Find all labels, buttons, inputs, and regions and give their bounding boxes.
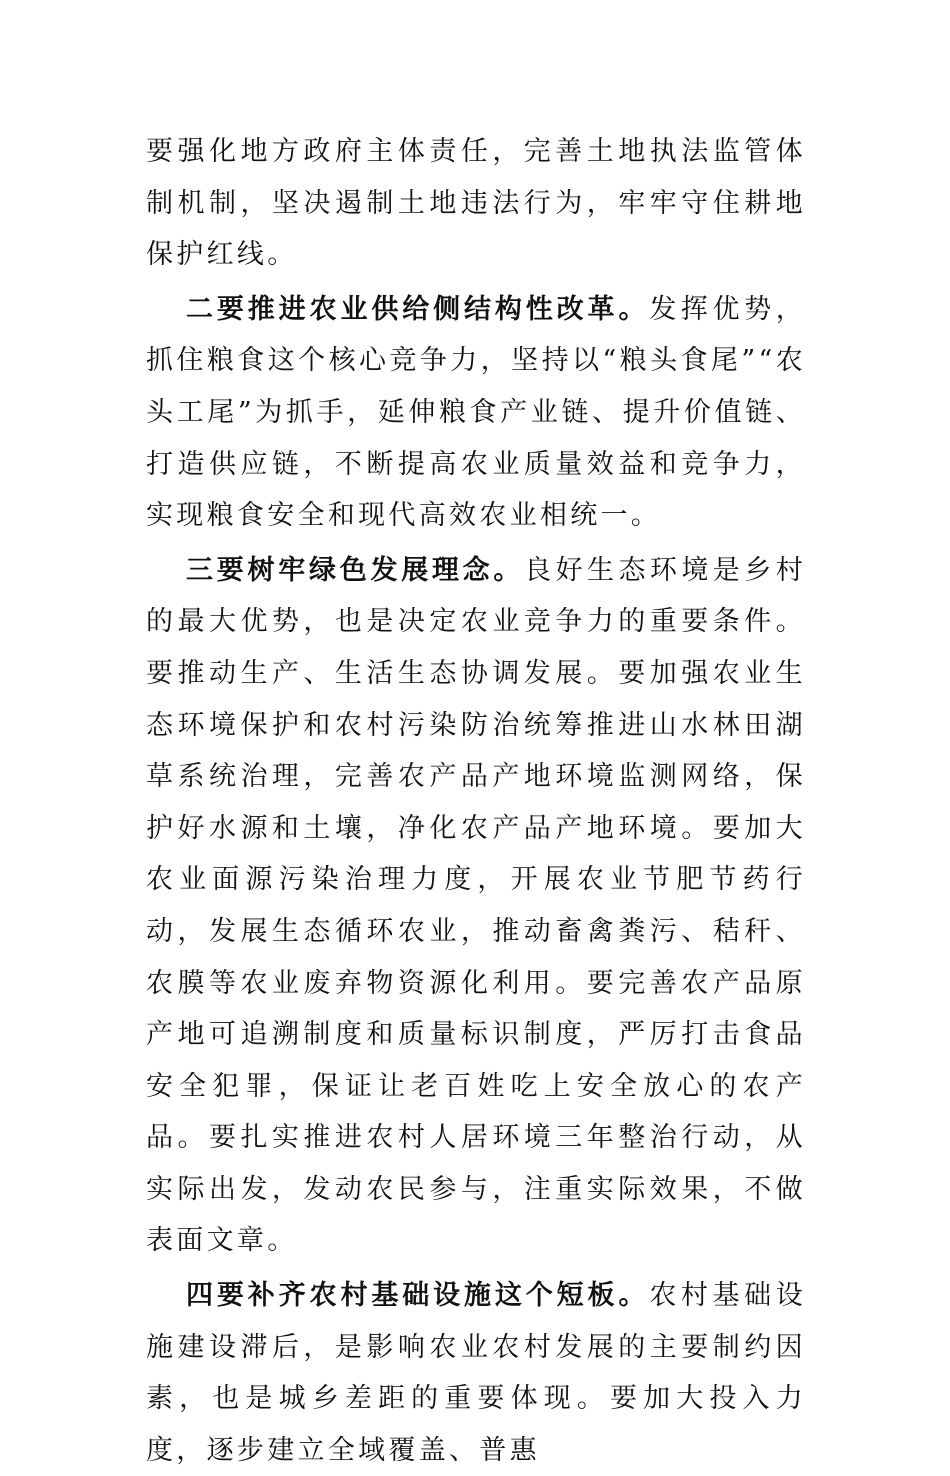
paragraph-agricultural-supply-reform [146, 284, 806, 542]
paragraph-green-development [146, 545, 806, 1267]
paragraph-text: 要强化地方政府主体责任，完善土地执法监管体制机制，坚决遏制土地违法行为，牢牢守住耕地保护红线。 [146, 136, 806, 271]
paragraph-heading: 二要推进农业供给侧结构性改革。 [186, 293, 650, 325]
paragraph-heading: 三要树牢绿色发展理念。 [186, 554, 525, 586]
document-page [146, 126, 806, 1476]
paragraph-heading: 四要补齐农村基础设施这个短板。 [186, 1280, 650, 1312]
paragraph-continuation [146, 126, 806, 281]
paragraph-text: 发挥优势，抓住粮食这个核心竞争力，坚持以“粮头食尾”“农头工尾”为抓手，延伸粮食产业链、提升价值链、打造供应链，不断提高农业质量效益和竞争力，实现粮食安全和现代高效农业相统一。 [146, 293, 807, 532]
paragraph-text: 农村基础设施建设滞后，是影响农业农村发展的主要制约因素，也是城乡差距的重要体现。要加大投入力度，逐步建立全域覆盖、普惠 [146, 1280, 807, 1466]
paragraph-text: 良好生态环境是乡村的最大优势，也是决定农业竞争力的重要条件。要推动生产、生活生态协调发展。要加强农业生态环境保护和农村污染防治统筹推进山水林田湖草系统治理，完善农产品产地环境监测网络，保护好水源和土壤，净化农产品产地环境。要加大农业面源污染治理力度，开展农业节肥节药行动，发展生态循环农业，推动畜禽粪污、秸秆、农膜等农业废弃物资源化利用。要完善农产品原产地可追溯制度和质量标识制度，严厉打击食品安全犯罪，保证让老百姓吃上安全放心的农产品。要扎实推进农村人居环境三年整治行动，从实际出发，发动农民参与，注重实际效果，不做表面文章。 [146, 554, 806, 1257]
paragraph-rural-infrastructure [146, 1270, 806, 1476]
